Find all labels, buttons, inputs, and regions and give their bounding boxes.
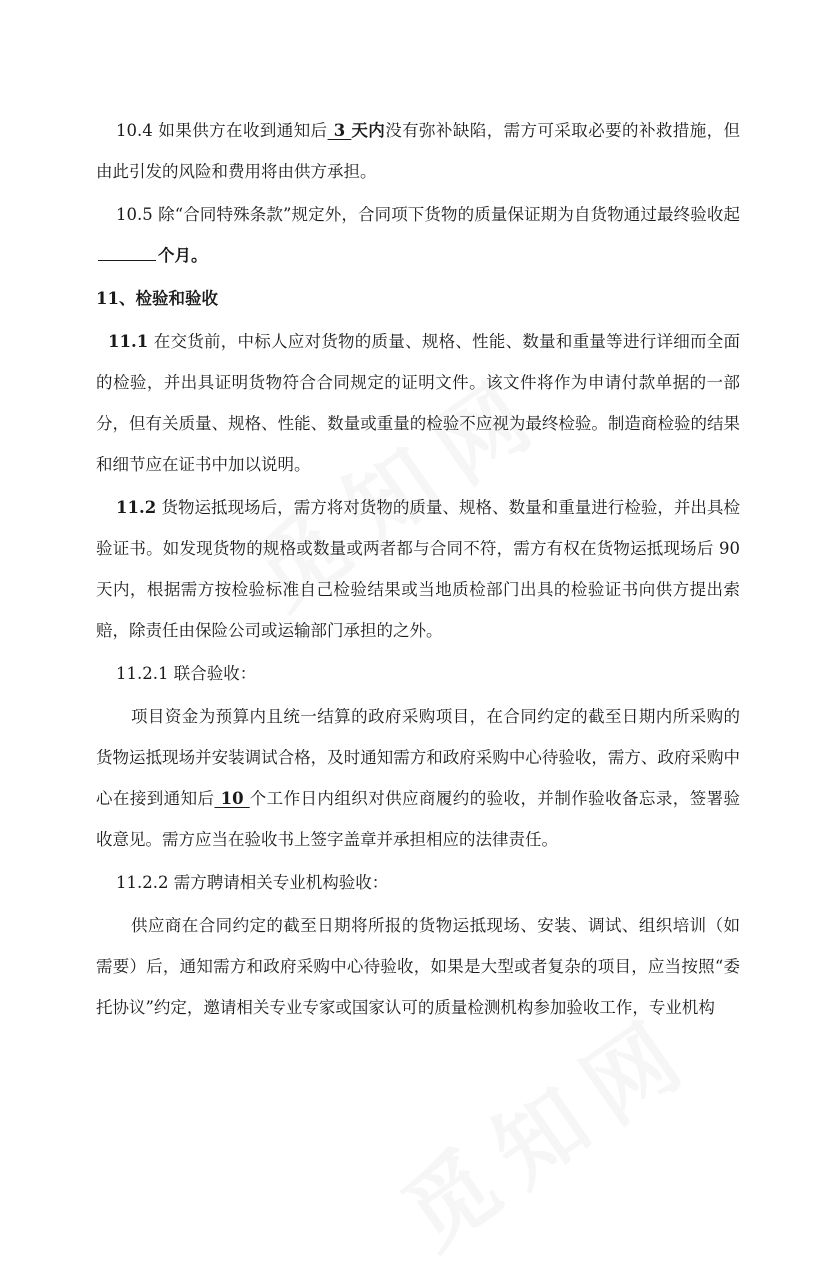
workdays-value: 10 — [214, 789, 250, 808]
clause-10-5: 10.5 除“合同特殊条款”规定外，合同项下货物的质量保证期为自货物通过最终验收起个月。 — [96, 194, 740, 276]
clause-11-2: 11.2 货物运抵现场后，需方将对货物的质量、规格、数量和重量进行检验，并出具检验证书。如发现货物的规格或数量或两者都与合同不符，需方有权在货物运抵现场后 90 天内，根据需方按检验标准自己检验结果或当地质检部门出具的检验证书向供方提出索赔，除责任由保险公司或运输部门承担的之外。 — [96, 498, 740, 640]
clause-11-2-1: 项目资金为预算内且统一结算的政府采购项目，在合同约定的截至日期内所采购的货物运抵现场并安装调试合格，及时通知需方和政府采购中心待验收，需方、政府采购中心在接到通知后 10 个工作日内组织对供应商履约的验收，并制作验收备忘录，签署验收意见。需方应当在验收书上签字盖章并承担相应的法律责任。 — [96, 707, 741, 849]
subheading-11-2-1: 11.2.1 联合验收： — [116, 664, 257, 683]
document-page — [96, 110, 740, 1030]
blank-field — [98, 242, 156, 261]
clause-10-4: 10.4 如果供方在收到通知后 3 天内没有弥补缺陷，需方可采取必要的补救措施，但由此引发的风险和费用将由供方承担。 — [96, 121, 741, 181]
subheading-11-2-2: 11.2.2 需方聘请相关专业机构验收： — [116, 873, 389, 892]
days-value: 3 — [327, 121, 352, 140]
clause-11-2-2: 供应商在合同约定的截至日期将所报的货物运抵现场、安装、调试、组织培训（如需要）后，通知需方和政府采购中心待验收，如果是大型或者复杂的项目，应当按照“委托协议”约定，邀请相关专业专家或国家认可的质量检测机构参加验收工作，专业机构 — [96, 916, 740, 1017]
section-heading-11: 11、检验和验收 — [96, 289, 218, 308]
clause-11-1: 11.1 在交货前，中标人应对货物的质量、规格、性能、数量和重量等进行详细而全面的检验，并出具证明货物符合合同规定的证明文件。该文件将作为申请付款单据的一部分，但有关质量、规格、性能、数量或重量的检验不应视为最终检验。制造商检验的结果和细节应在证书中加以说明。 — [96, 332, 740, 474]
